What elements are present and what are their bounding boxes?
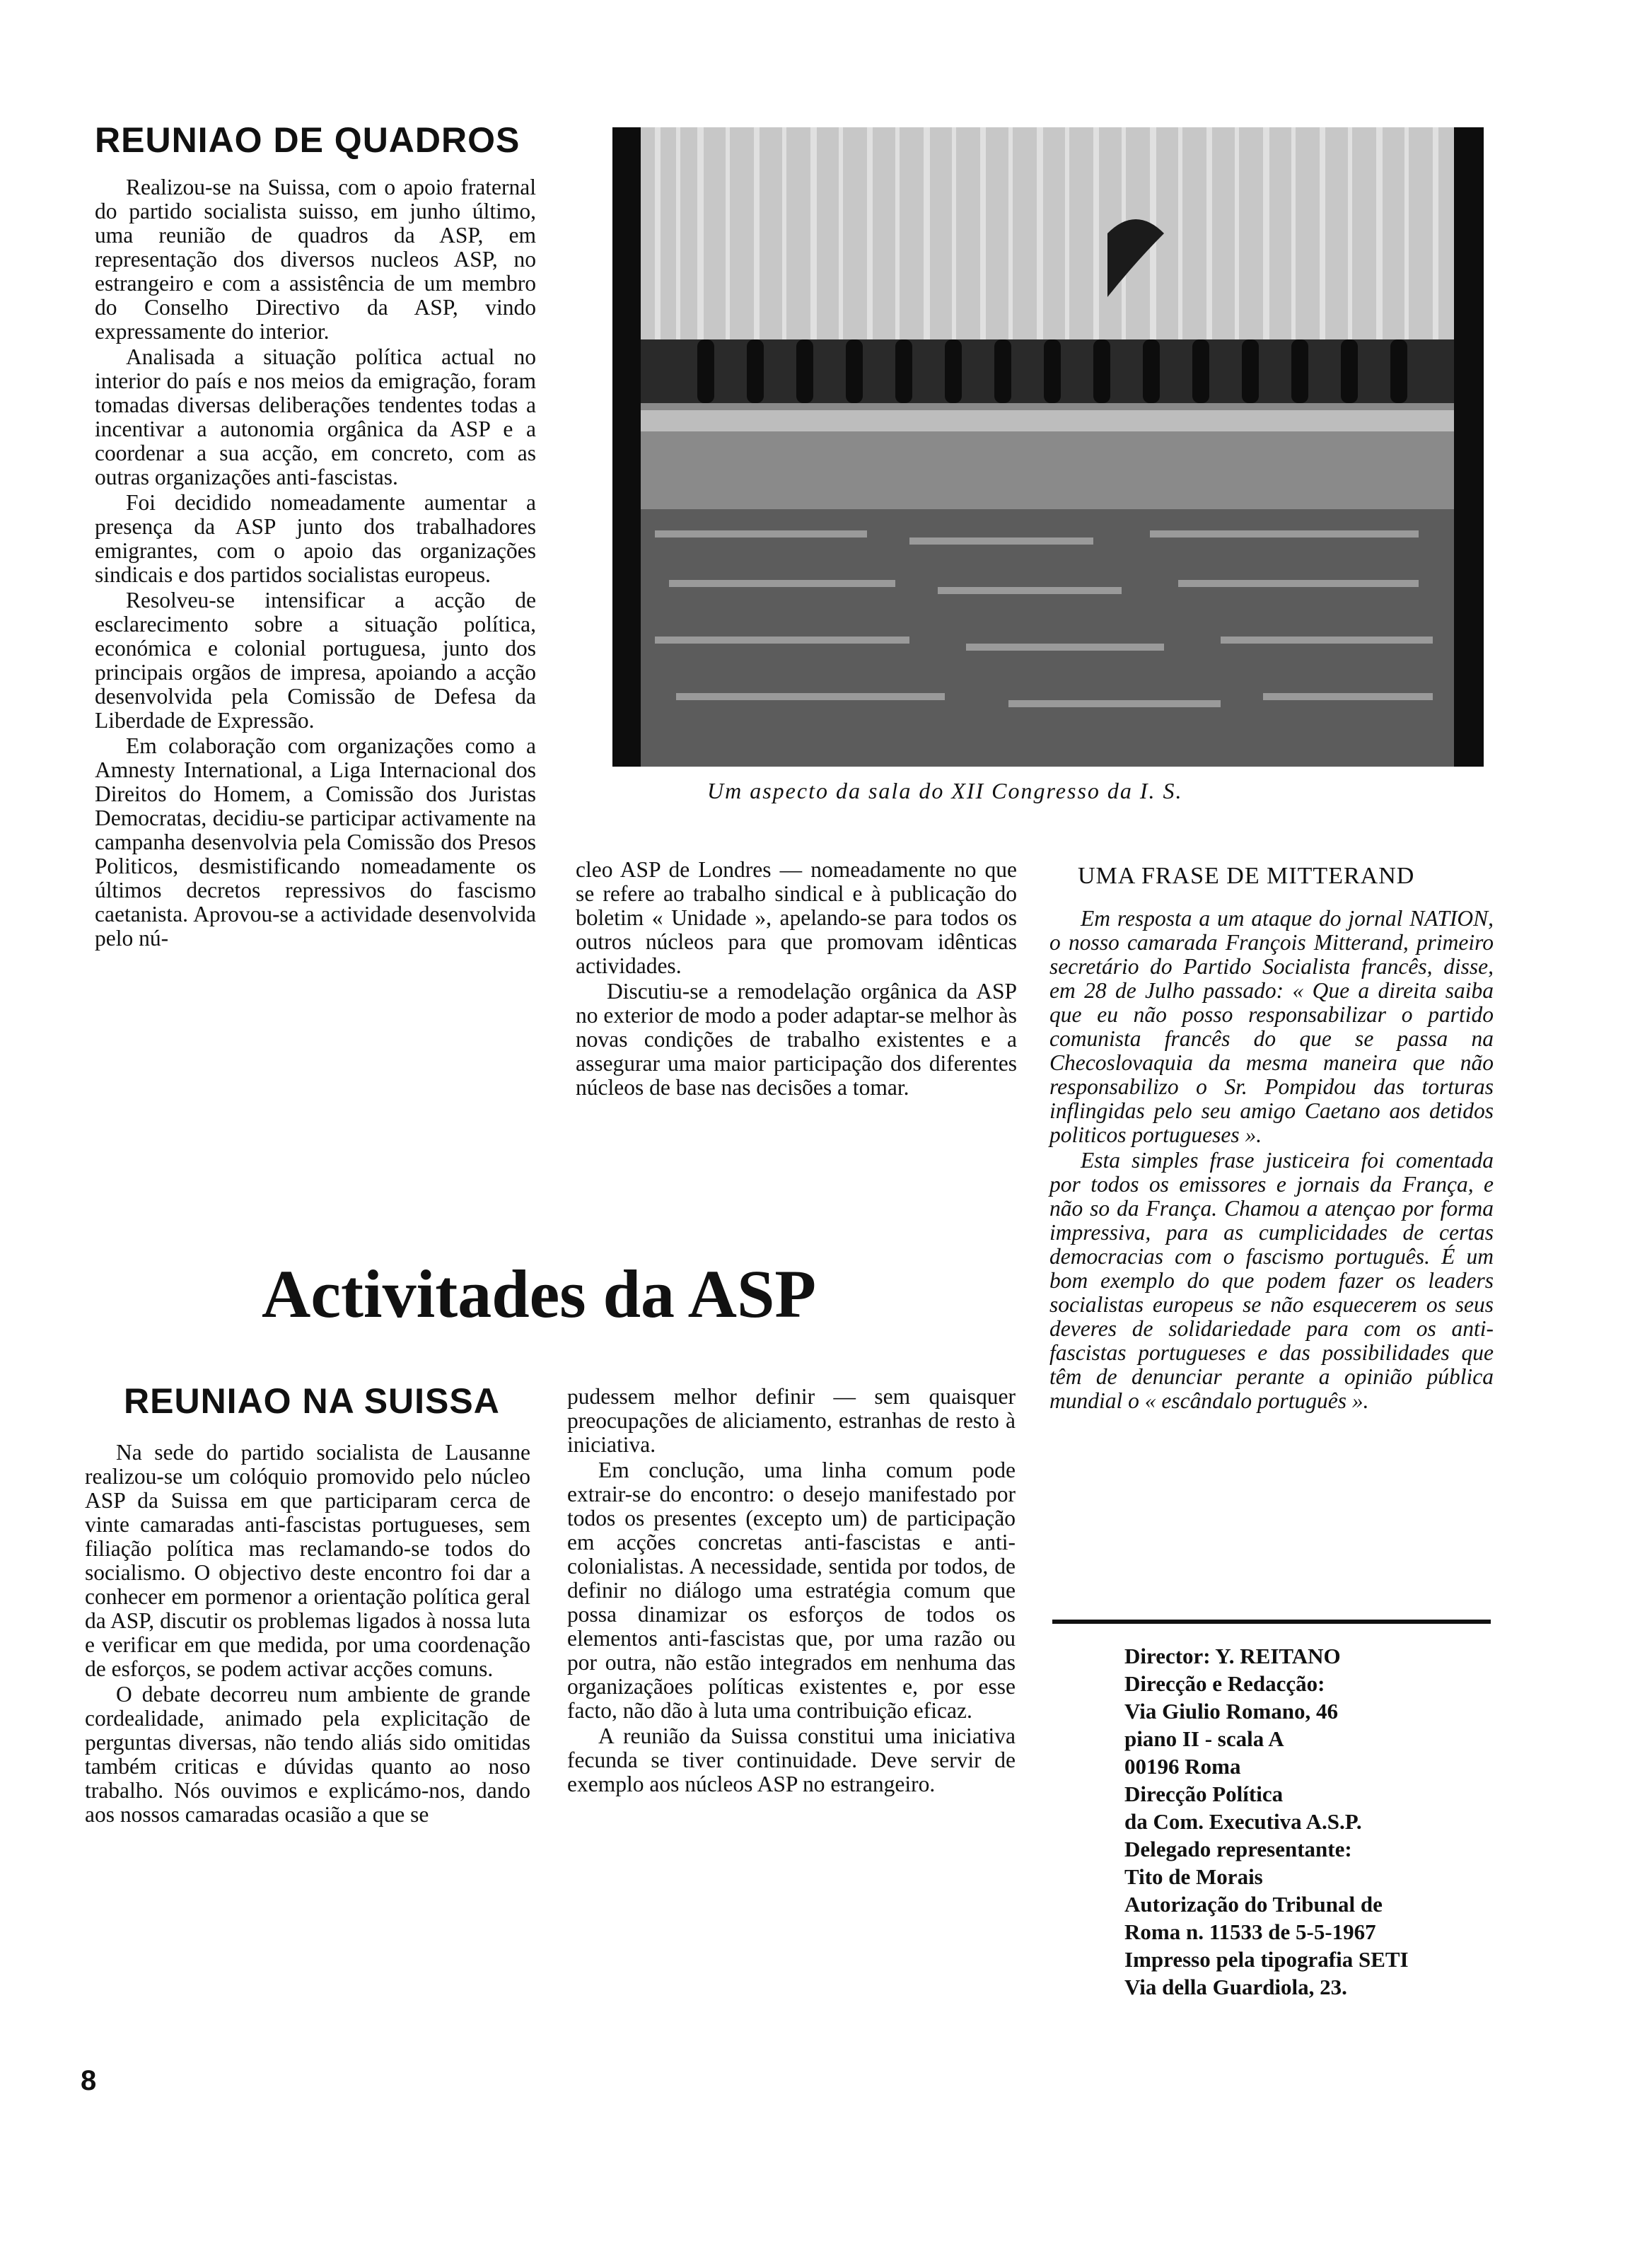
imprint-director: Director: Y. REITANO [1124,1644,1341,1668]
imprint-redaccao-label: Direcção e Redacção: [1124,1671,1325,1696]
paragraph: Realizou-se na Suissa, com o apoio fraternal do partido socialista suisso, em junho último, uma reunião de quadros da ASP, em representação dos diversos nucleos ASP, no estrangeiro e com a assistência de um membro do Conselho Directivo da ASP, vindo expressamente do interior. [95,175,536,344]
congress-hall-illustration [612,127,1484,767]
article1-column-2 [576,858,1017,1100]
paragraph: Esta simples frase justiceira foi comentada por todos os emissores e jornais da França, e não so da França. Chamou a atençao por forma impressiva, para as cumplicidades de certas democracias com o fascismo português. É um bom exemplo do que podem fazer os leaders socialistas europeus se não esquecerem os seus deveres de solidariedade para com os anti-fascistas portugueses e das possibilidades que têm de denunciar perante a opinião pública mundial o « escândalo português ». [1049,1148,1494,1413]
imprint-autorizacao-line: Autorização do Tribunal de [1124,1892,1383,1917]
article2-column-2 [567,1385,1016,1796]
page-number: 8 [81,2065,97,2096]
article1-column-1 [95,175,536,951]
imprint-politica-line: Direcção Política [1124,1782,1284,1806]
paragraph: Em resposta a um ataque do jornal NATION, o nosso camarada François Mitterand, primeiro secretário do Partido Socialista francês, disse, em 28 de Julho passado: « Que a direita saiba que eu não posso responsabilizar o partido comunista francês do que se passa na Checoslovaquia da mesma maneira que não responsabilizo o Sr. Pompidou das torturas inflingidas pelo seu amigo Caetano aos detidos politicos portugueses ». [1049,906,1494,1147]
imprint-address-line: Via Giulio Romano, 46 [1124,1699,1338,1724]
paragraph: pudessem melhor definir — sem quaisquer preocupações de aliciamento, estranhas de resto à iniciativa. [567,1384,1016,1457]
main-title: Activitades da ASP [262,1256,817,1332]
imprint-delegado-label: Delegado representante: [1124,1837,1352,1861]
imprint-autorizacao-line: Roma n. 11533 de 5-5-1967 [1124,1919,1376,1944]
paragraph: A reunião da Suissa constitui uma iniciativa fecunda se tiver continuidade. Deve servir de exemplo aos núcleos ASP no estrangeiro. [567,1724,1016,1796]
paragraph: Analisada a situação política actual no interior do país e nos meios da emigração, foram tomadas diversas deliberações tendentes todas a incentivar a autonomia orgânica da ASP e a coordenar a sua acção, em concreto, com as outras organizações anti-fascistas. [95,344,536,489]
imprint-delegado-name: Tito de Morais [1124,1864,1263,1889]
paragraph: cleo ASP de Londres — nomeadamente no que se refere ao trabalho sindical e à publicação do boletim « Unidade », apelando-se para todos os outros núcleos para que promovam idênticas actividades. [576,857,1017,978]
article-heading-reuniao-na-suissa: REUNIAO NA SUISSA [124,1381,500,1421]
paragraph: Na sede do partido socialista de Lausanne realizou-se um colóquio promovido pelo núcleo ASP da Suissa em que participaram cerca de vinte camaradas anti-fascistas portugueses, sem filiação política mas reclamando-se todos do socialismo. O objectivo deste encontro foi dar a conhecer em pormenor a orientação política geral da ASP, discutir os problemas ligados à nossa luta e verificar em que medida, por uma coordenação de esforços, se podem activar acções comuns. [85,1440,530,1681]
paragraph: Resolveu-se intensificar a acção de esclarecimento sobre a situação política, económica e colonial portuguesa, junto dos principais orgãos de impresa, apoiando a acção desenvolvida pela Comissão de Defesa da Liberdade de Expressão. [95,588,536,733]
paragraph: Discutiu-se a remodelação orgânica da ASP no exterior de modo a poder adaptar-se melhor às novas condições de trabalho existentes e a assegurar uma maior participação dos diferentes núcleos de base nas decisões a tomar. [576,979,1017,1100]
sidebar-heading: UMA FRASE DE MITTERAND [1078,863,1415,889]
congress-hall-photo [612,127,1484,767]
imprint-impresso-line: Via della Guardiola, 23. [1124,1975,1347,1999]
paragraph: O debate decorreu num ambiente de grande cordealidade, animado pela explicitação de perguntas diversas, não tendo aliás sido omitidas também criticas e dúvidas quanto ao noso trabalho. Nós ouvimos e explicámo-nos, dando aos nossos camaradas ocasião a que se [85,1682,530,1827]
paragraph: Foi decidido nomeadamente aumentar a presença da ASP junto dos trabalhadores emigrantes, com o apoio das organizações sindicais e dos partidos socialistas europeus. [95,490,536,587]
photo-caption: Um aspecto da sala do XII Congresso da I. S. [707,778,1183,803]
imprint-politica-line: da Com. Executiva A.S.P. [1124,1809,1362,1834]
imprint-address-line: 00196 Roma [1124,1754,1241,1779]
article2-column-1 [85,1441,530,1827]
paragraph: Em colaboração com organizações como a Amnesty International, a Liga Internacional dos Direitos do Homem, a Comissão dos Juristas Democratas, decidiu-se participar activamente na campanha desenvolvia pela Comissão dos Presos Politicos, desmistificando nomeadamente os últimos decretos repressivos do fascismo caetanista. Aprovou-se a actividade desenvolvida pelo nú- [95,733,536,951]
imprint-block [1124,1644,1492,1999]
imprint-address-line: piano II - scala A [1124,1726,1284,1751]
imprint-impresso-line: Impresso pela tipografia SETI [1124,1947,1409,1972]
imprint-divider [1052,1620,1491,1624]
article-heading-reuniao-de-quadros: REUNIAO DE QUADROS [95,120,520,160]
paragraph: Em conclução, uma linha comum pode extrair-se do encontro: o desejo manifestado por todos os presentes (excepto um) de participação em acções concretas anti-fascistas e anti-colonialistas. A necessidade, sentida por todos, de definir no diálogo uma estratégia comum que possa dinamizar os esforços de todos os elementos anti-fascistas que, por uma razão ou por outra, não estão integrados em nenhuma das organizaçãoes políticas existentes e, por esse facto, não dão à luta uma contribuição eficaz. [567,1458,1016,1723]
sidebar-column [1049,907,1494,1413]
